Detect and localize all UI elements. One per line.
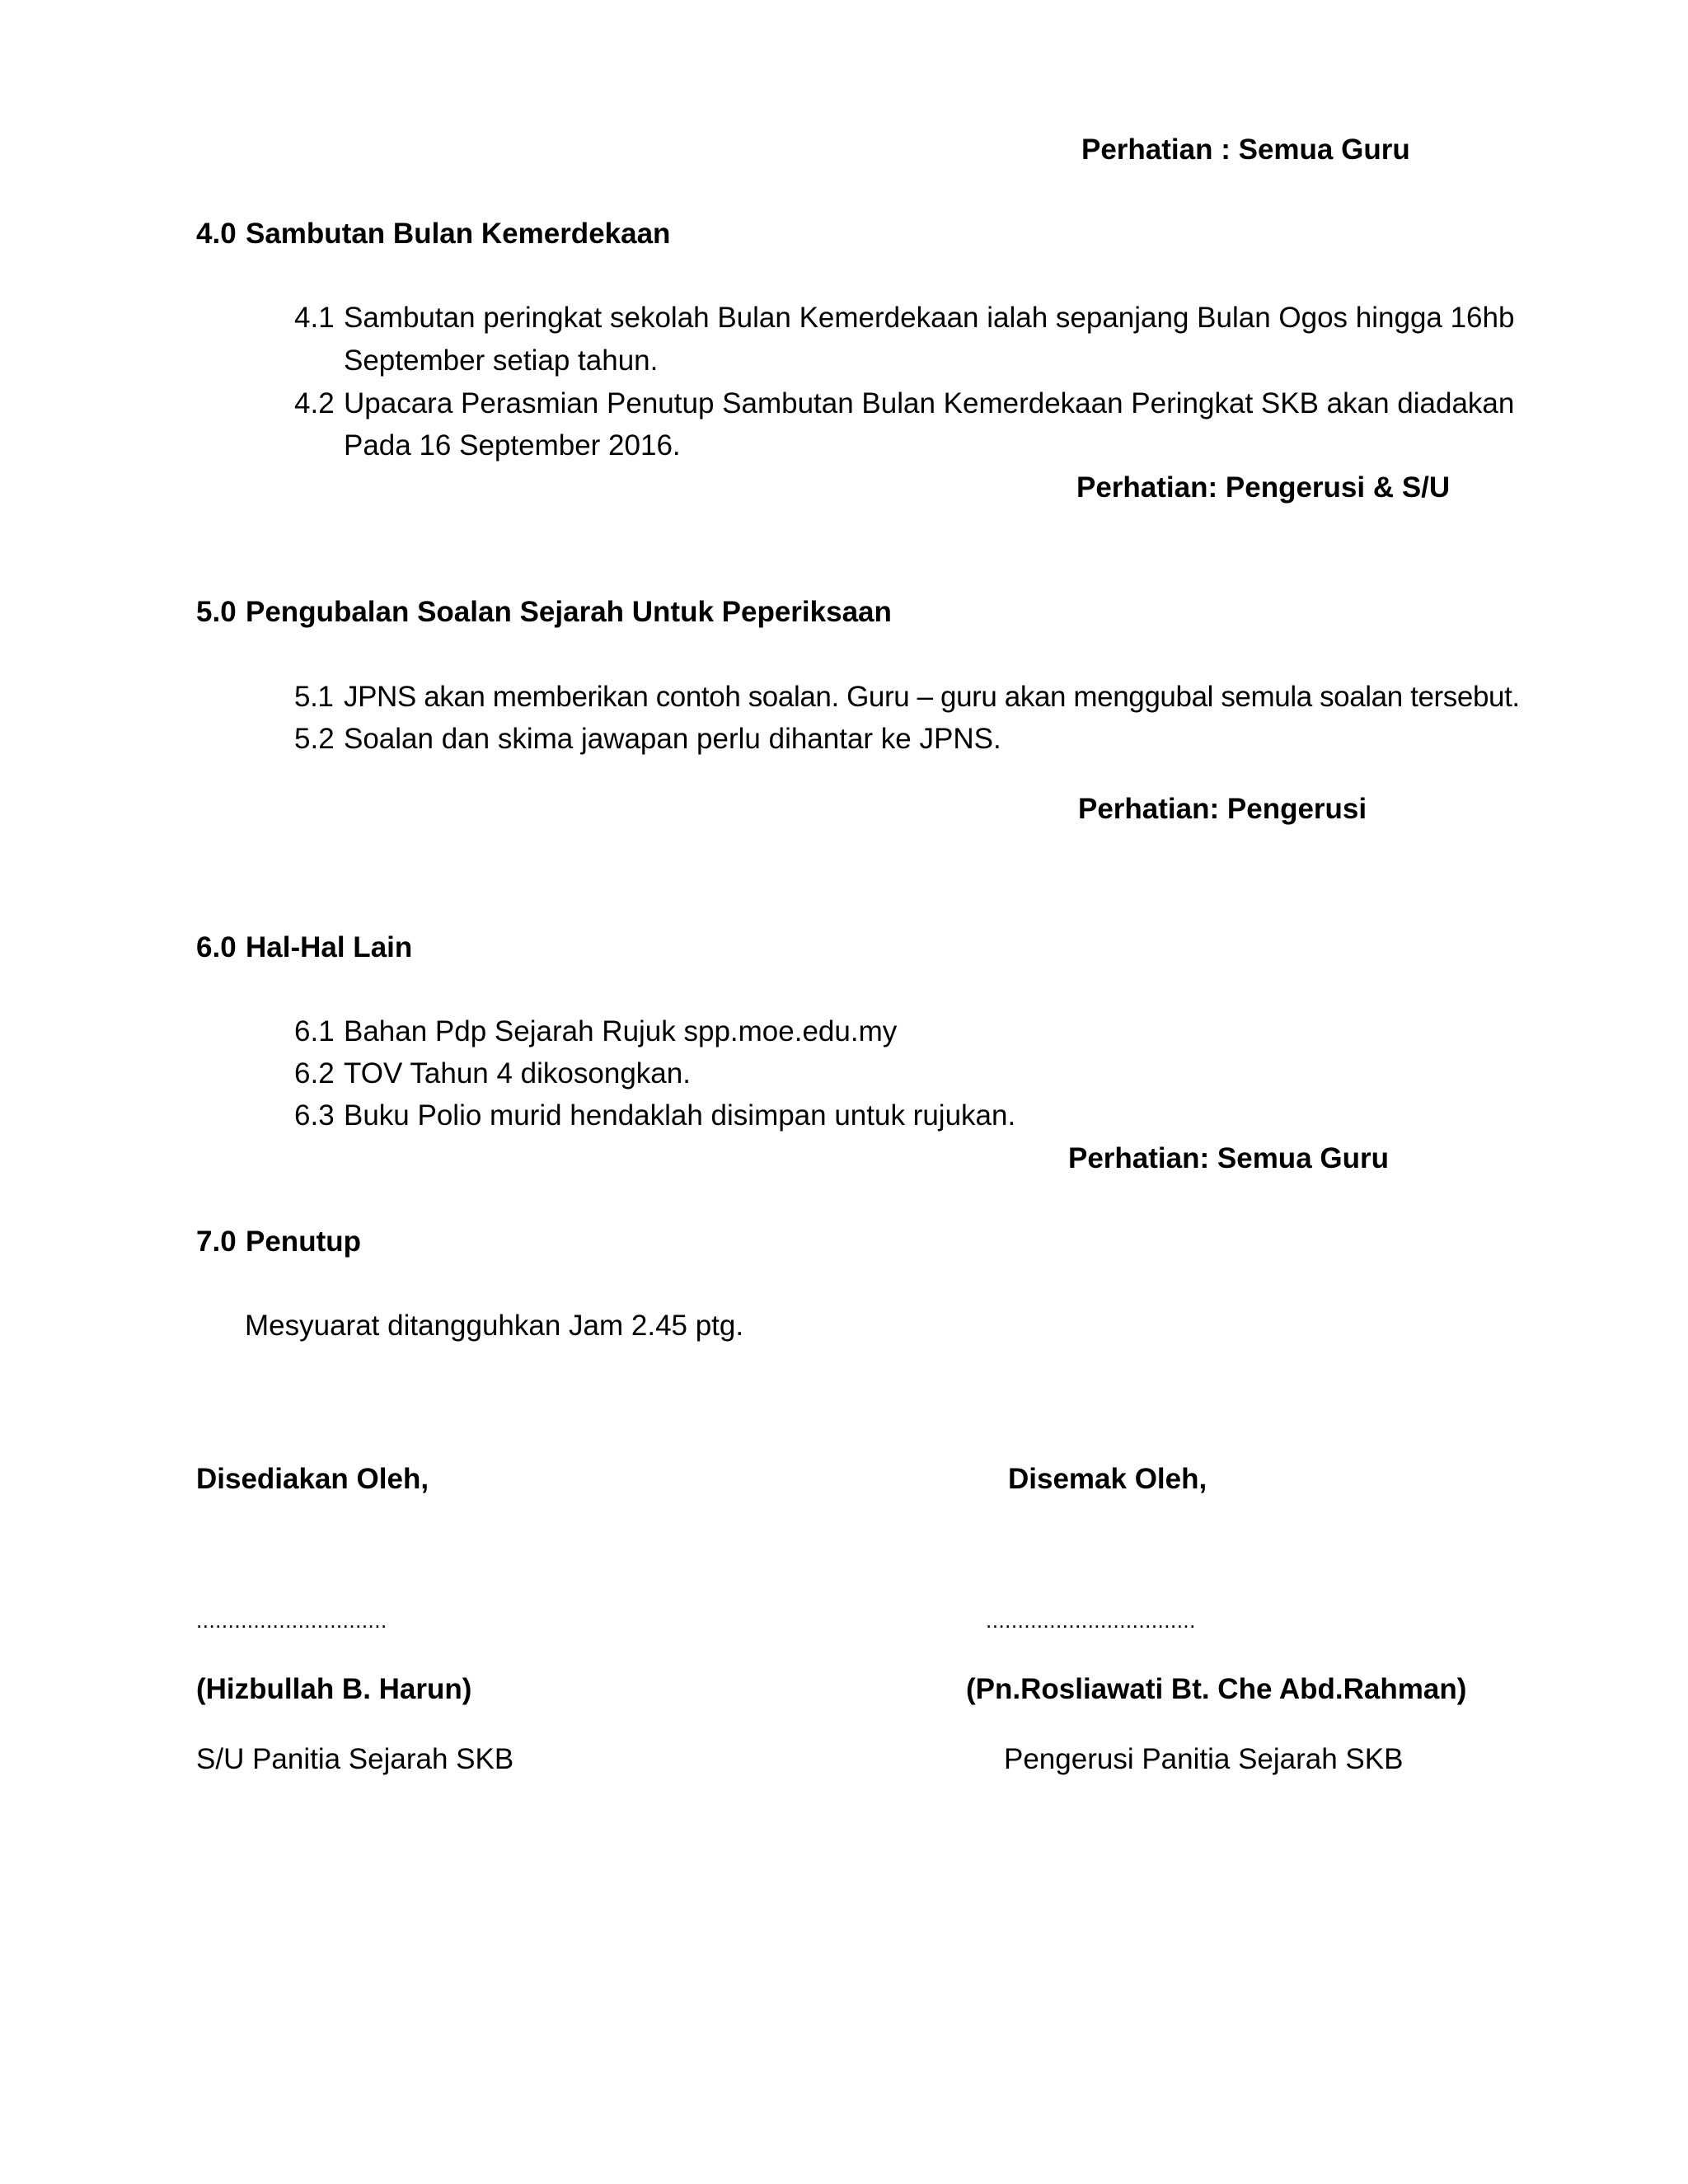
item-4-2-number: 4.2 — [294, 387, 335, 419]
section-5-number: 5.0 — [196, 596, 237, 628]
item-6-1 — [294, 1014, 897, 1050]
signature-line-left: .............................. — [196, 1608, 387, 1633]
section-6-number: 6.0 — [196, 931, 237, 963]
attention-top: Perhatian : Semua Guru — [1081, 134, 1410, 166]
section-5-title: Pengubalan Soalan Sejarah Untuk Peperiksaan — [246, 596, 892, 628]
item-4-1-text: Sambutan peringkat sekolah Bulan Kemerdekaan ialah sepanjang Bulan Ogos hingga 16hb — [344, 302, 1515, 334]
section-6-title: Hal-Hal Lain — [246, 931, 413, 963]
item-6-3 — [294, 1098, 1015, 1134]
item-4-2-text-cont: Pada 16 September 2016. — [344, 429, 681, 462]
item-5-1 — [294, 679, 1520, 715]
item-6-3-text: Buku Polio murid hendaklah disimpan untuk rujukan. — [344, 1099, 1016, 1132]
section-5-heading — [196, 594, 892, 630]
section-4-title: Sambutan Bulan Kemerdekaan — [246, 218, 671, 250]
item-5-1-text: JPNS akan memberikan contoh soalan. Guru – guru akan menggubal semula soalan tersebut. — [344, 681, 1520, 713]
closing-text: Mesyuarat ditangguhkan Jam 2.45 ptg. — [245, 1310, 744, 1342]
item-4-1 — [294, 300, 1514, 336]
checked-by-label: Disemak Oleh, — [1008, 1463, 1207, 1495]
item-5-1-number: 5.1 — [294, 681, 334, 713]
preparer-name: (Hizbullah B. Harun) — [196, 1673, 472, 1705]
item-6-2-number: 6.2 — [294, 1057, 335, 1090]
section-6-heading — [196, 930, 412, 966]
section-7-heading — [196, 1224, 361, 1260]
item-4-2-text: Upacara Perasmian Penutup Sambutan Bulan Kemerdekaan Peringkat SKB akan diadakan — [344, 387, 1515, 419]
item-4-1-number: 4.1 — [294, 302, 335, 334]
item-5-2-text: Soalan dan skima jawapan perlu dihantar ke JPNS. — [344, 723, 1001, 755]
item-5-2 — [294, 721, 1001, 757]
item-5-2-number: 5.2 — [294, 723, 335, 755]
checker-name: (Pn.Rosliawati Bt. Che Abd.Rahman) — [966, 1673, 1467, 1705]
section-4-heading — [196, 216, 670, 252]
prepared-by-label: Disediakan Oleh, — [196, 1463, 429, 1495]
section-7-number: 7.0 — [196, 1226, 237, 1258]
checker-role: Pengerusi Panitia Sejarah SKB — [1004, 1743, 1404, 1775]
item-6-1-text: Bahan Pdp Sejarah Rujuk spp.moe.edu.my — [344, 1015, 898, 1047]
attention-sec4: Perhatian: Pengerusi & S/U — [1076, 471, 1451, 504]
signature-line-right: ................................. — [986, 1608, 1196, 1633]
attention-sec6: Perhatian: Semua Guru — [1068, 1142, 1389, 1174]
item-6-2 — [294, 1056, 691, 1092]
item-6-3-number: 6.3 — [294, 1099, 335, 1132]
preparer-role: S/U Panitia Sejarah SKB — [196, 1743, 514, 1775]
attention-sec5: Perhatian: Pengerusi — [1078, 793, 1367, 825]
section-4-number: 4.0 — [196, 218, 237, 250]
item-6-2-text: TOV Tahun 4 dikosongkan. — [344, 1057, 691, 1090]
item-4-1-text-cont: September setiap tahun. — [344, 344, 659, 377]
section-7-title: Penutup — [246, 1226, 361, 1258]
item-6-1-number: 6.1 — [294, 1015, 335, 1047]
item-4-2 — [294, 386, 1514, 422]
